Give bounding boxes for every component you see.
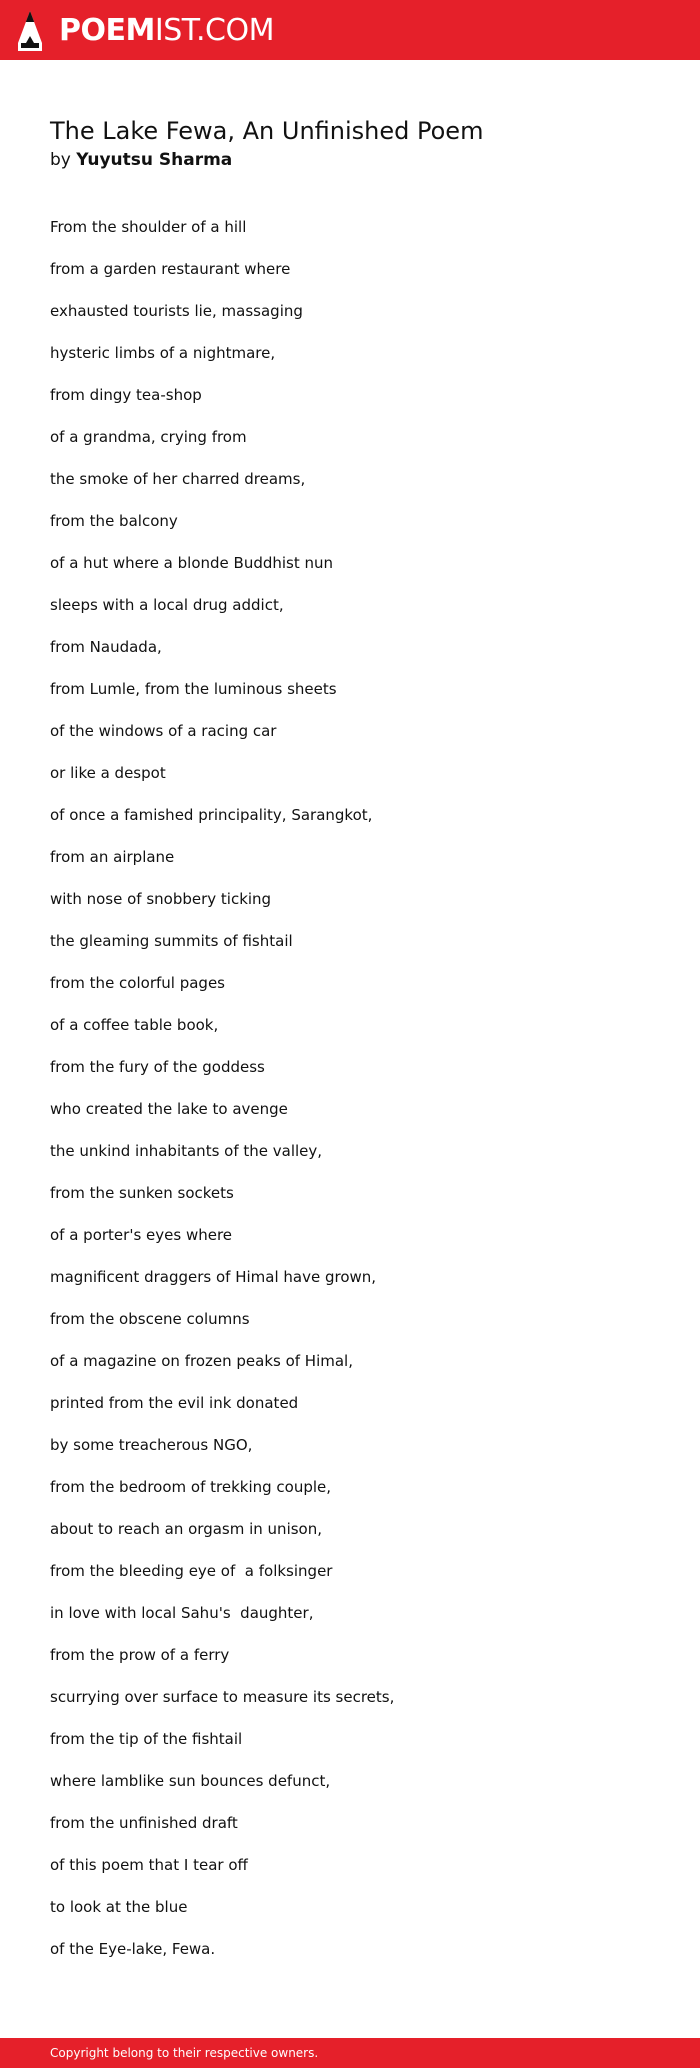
poem-line: from a garden restaurant where	[50, 260, 291, 278]
poem-line: of this poem that I tear off	[50, 1856, 248, 1874]
site-logo-text	[59, 10, 274, 52]
poem-line: from the bedroom of trekking couple,	[50, 1478, 332, 1496]
poem-line: printed from the evil ink donated	[50, 1394, 299, 1412]
poem-line: of a grandma, crying from	[50, 428, 247, 446]
poem-lines	[50, 216, 394, 1980]
poem-line: of the Eye-lake, Fewa.	[50, 1940, 216, 1958]
poem-line: scurrying over surface to measure its secrets,	[50, 1688, 395, 1706]
site-footer	[0, 2038, 700, 2068]
poem-line: from the unfinished draft	[50, 1814, 238, 1832]
poem-line: of the windows of a racing car	[50, 722, 277, 740]
poem-line: to look at the blue	[50, 1898, 188, 1916]
poem-container	[50, 114, 650, 1958]
poem-line: magnificent draggers of Himal have grown,	[50, 1268, 377, 1286]
poem-line: of a magazine on frozen peaks of Himal,	[50, 1352, 353, 1370]
logo-text-bold: POEM	[59, 13, 155, 48]
pencil-icon	[17, 10, 43, 52]
poem-author: Yuyutsu Sharma	[76, 150, 233, 170]
poem-line: from the obscene columns	[50, 1310, 250, 1328]
poem-line: from dingy tea-shop	[50, 386, 202, 404]
poem-line: the unkind inhabitants of the valley,	[50, 1142, 323, 1160]
poem-line: who created the lake to avenge	[50, 1100, 288, 1118]
poem-line: from Naudada,	[50, 638, 162, 656]
poem-line: from an airplane	[50, 848, 175, 866]
poem-line: from the bleeding eye of a folksinger	[50, 1562, 333, 1580]
byline-prefix: by	[50, 150, 71, 170]
logo-text-light: IST.COM	[154, 13, 274, 48]
poem-line: sleeps with a local drug addict,	[50, 596, 284, 614]
poem-line: from Lumle, from the luminous sheets	[50, 680, 337, 698]
poem-line: from the balcony	[50, 512, 178, 530]
poem-line: from the colorful pages	[50, 974, 225, 992]
poem-line: of a porter's eyes where	[50, 1226, 233, 1244]
poem-line: or like a despot	[50, 764, 166, 782]
poem-line: from the sunken sockets	[50, 1184, 234, 1202]
poem-line: with nose of snobbery ticking	[50, 890, 272, 908]
copyright-text: Copyright belong to their respective owners.	[50, 2046, 319, 2060]
poem-line: the smoke of her charred dreams,	[50, 470, 306, 488]
poem-line: of a hut where a blonde Buddhist nun	[50, 554, 334, 572]
poem-line: the gleaming summits of fishtail	[50, 932, 293, 950]
site-header	[0, 0, 700, 60]
poem-line: exhausted tourists lie, massaging	[50, 302, 303, 320]
poem-line: in love with local Sahu's daughter,	[50, 1604, 314, 1622]
poem-line: From the shoulder of a hill	[50, 218, 247, 236]
poem-line: from the tip of the fishtail	[50, 1730, 243, 1748]
site-logo-link[interactable]	[17, 10, 274, 52]
poem-line: about to reach an orgasm in unison,	[50, 1520, 322, 1538]
poem-title: The Lake Fewa, An Unfinished Poem	[50, 117, 484, 145]
poem-line: of a coffee table book,	[50, 1016, 219, 1034]
poem-byline	[50, 148, 650, 172]
poem-line: of once a famished principality, Sarangkot,	[50, 806, 373, 824]
poem-line: by some treacherous NGO,	[50, 1436, 253, 1454]
poem-line: where lamblike sun bounces defunct,	[50, 1772, 331, 1790]
poem-line: hysteric limbs of a nightmare,	[50, 344, 276, 362]
poem-line: from the fury of the goddess	[50, 1058, 265, 1076]
poem-line: from the prow of a ferry	[50, 1646, 230, 1664]
